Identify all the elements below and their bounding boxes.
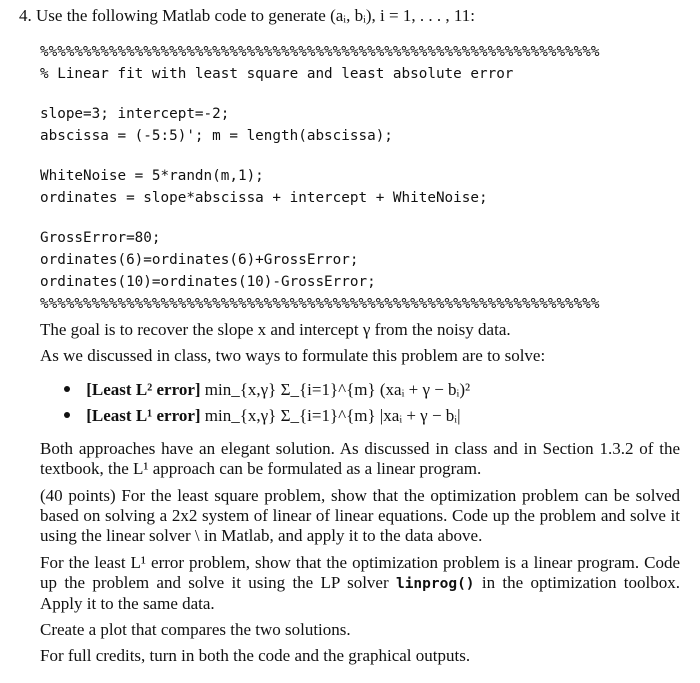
linprog-code: linprog() (395, 576, 475, 592)
code-line: abscissa = (-5:5)'; m = length(abscissa); (40, 128, 393, 144)
bullet-label: [Least L² error] (86, 380, 201, 399)
code-line: %%%%%%%%%%%%%%%%%%%%%%%%%%%%%%%%%%%%%%%%%%%%%%%%%%%%%%%%%%%%%%%%% (40, 44, 600, 60)
code-line: ordinates = slope*abscissa + intercept + WhiteNoise; (40, 190, 488, 206)
code-line: ordinates(6)=ordinates(6)+GrossError; (40, 252, 359, 268)
credits-text: For full credits, turn in both the code and the graphical outputs. (40, 646, 471, 665)
bullet-formula: min_{x,γ} Σ_{i=1}^{m} (xaᵢ + γ − bᵢ)² (204, 380, 471, 399)
code-line: slope=3; intercept=-2; (40, 106, 230, 122)
code-line: WhiteNoise = 5*randn(m,1); (40, 168, 264, 184)
both-approaches-text: Both approaches have an elegant solution. As discussed in class and in Section 1.3.2 of the textbook, the L¹ approach can be formulated as a linear program. (40, 439, 680, 478)
problem-heading (19, 6, 475, 26)
code-line: %%%%%%%%%%%%%%%%%%%%%%%%%%%%%%%%%%%%%%%%%%%%%%%%%%%%%%%%%%%%%%%%% (40, 296, 600, 312)
l1-task-part-b: in the optimization toolbox. Apply it to the same data. (40, 573, 680, 613)
bullet-label: [Least L¹ error] (86, 406, 201, 425)
bullet-dot-icon (64, 412, 70, 418)
bullet-least-l1 (64, 406, 460, 426)
bullet-dot-icon (64, 386, 70, 392)
bullet-least-l2 (64, 380, 470, 400)
plot-task-text: Create a plot that compares the two solutions. (40, 620, 351, 639)
l1-task-part-a: For the least L¹ error problem, show that the optimization problem is a linear program. Code up the problem and solve it using the LP solver (40, 553, 680, 592)
code-line: % Linear fit with least square and least absolute error (40, 66, 514, 82)
code-line: GrossError=80; (40, 230, 161, 246)
discussed-text: As we discussed in class, two ways to formulate this problem are to solve: (40, 346, 546, 365)
least-square-task-text: (40 points) For the least square problem, show that the optimization problem can be solved based on solving a 2x2 system of linear of linear equations. Code up the problem and solve it using the linear solver \ in Matlab, and apply it to the data above. (40, 486, 680, 545)
l1-task-text (40, 553, 680, 614)
problem-heading-text: 4. Use the following Matlab code to generate (aᵢ, bᵢ), i = 1, . . . , 11: (19, 6, 475, 25)
code-line: ordinates(10)=ordinates(10)-GrossError; (40, 274, 376, 290)
bullet-formula: min_{x,γ} Σ_{i=1}^{m} |xaᵢ + γ − bᵢ| (204, 406, 461, 425)
goal-text: The goal is to recover the slope x and intercept γ from the noisy data. (40, 320, 511, 339)
